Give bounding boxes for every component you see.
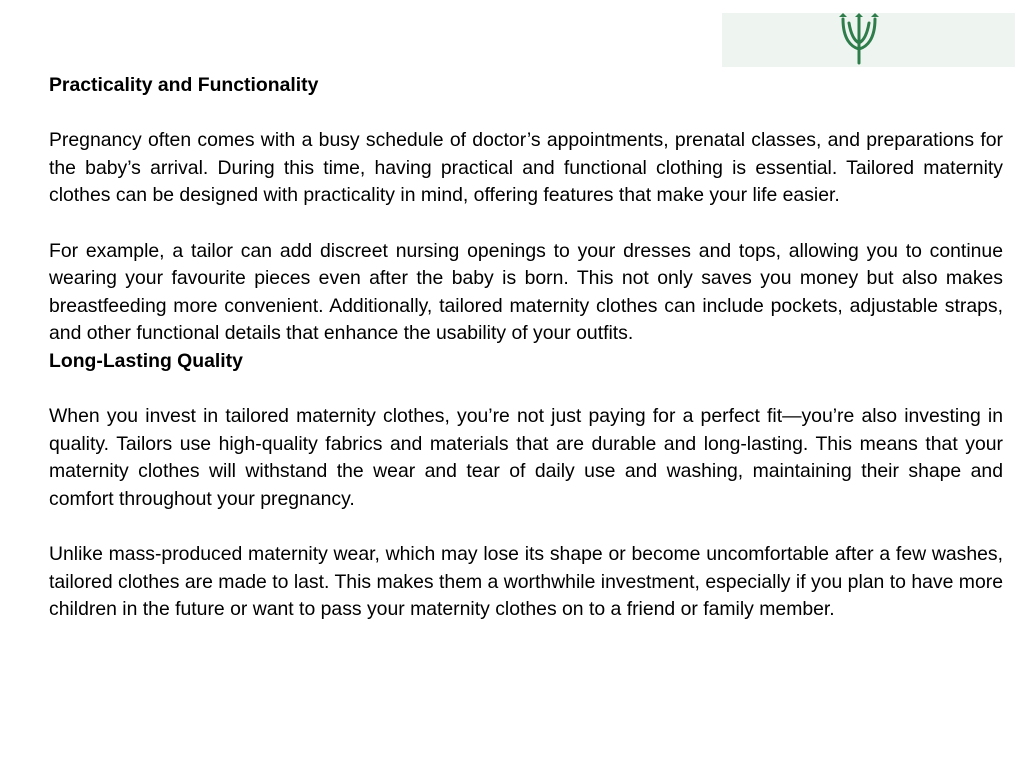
spacer [49, 376, 1003, 404]
trident-leaf-logo-icon [829, 13, 889, 67]
paragraph-practicality-2: For example, a tailor can add discreet nursing openings to your dresses and tops, allowing you to continue wearing your favourite pieces even after the baby is born. This not only saves you money but also makes breastfeeding more convenient. Additionally, tailored maternity clothes can include pockets, adjustable straps, and other functional details that enhance the usability of your outfits. [49, 239, 1003, 345]
paragraph-quality-1: When you invest in tailored maternity clothes, you’re not just paying for a perfect fit—you’re also investing in quality. Tailors use high-quality fabrics and materials that are durable and long-lasting. This means that your maternity clothes will withstand the wear and tear of daily use and washing, maintaining their shape and comfort throughout your pregnancy. [49, 405, 1003, 510]
article-body [49, 72, 1003, 624]
section-heading-practicality: Practicality and Functionality [49, 74, 319, 96]
spacer [49, 210, 1003, 238]
logo-banner [722, 13, 1015, 67]
paragraph-quality-2: Unlike mass-produced maternity wear, which may lose its shape or become uncomfortable after a few washes, tailored clothes are made to last. This makes them a worthwhile investment, especially if you plan to have more children in the future or want to pass your maternity clothes on to a friend or family member. [49, 543, 1003, 621]
paragraph-practicality-1: Pregnancy often comes with a busy schedule of doctor’s appointments, prenatal classes, and preparations for the baby’s arrival. During this time, having practical and functional clothing is essential. Tailored maternity clothes can be designed with practicality in mind, offering features that make your life easier. [49, 129, 1003, 207]
spacer [49, 514, 1003, 542]
spacer [49, 100, 1003, 128]
section-heading-quality: Long-Lasting Quality [49, 349, 243, 372]
